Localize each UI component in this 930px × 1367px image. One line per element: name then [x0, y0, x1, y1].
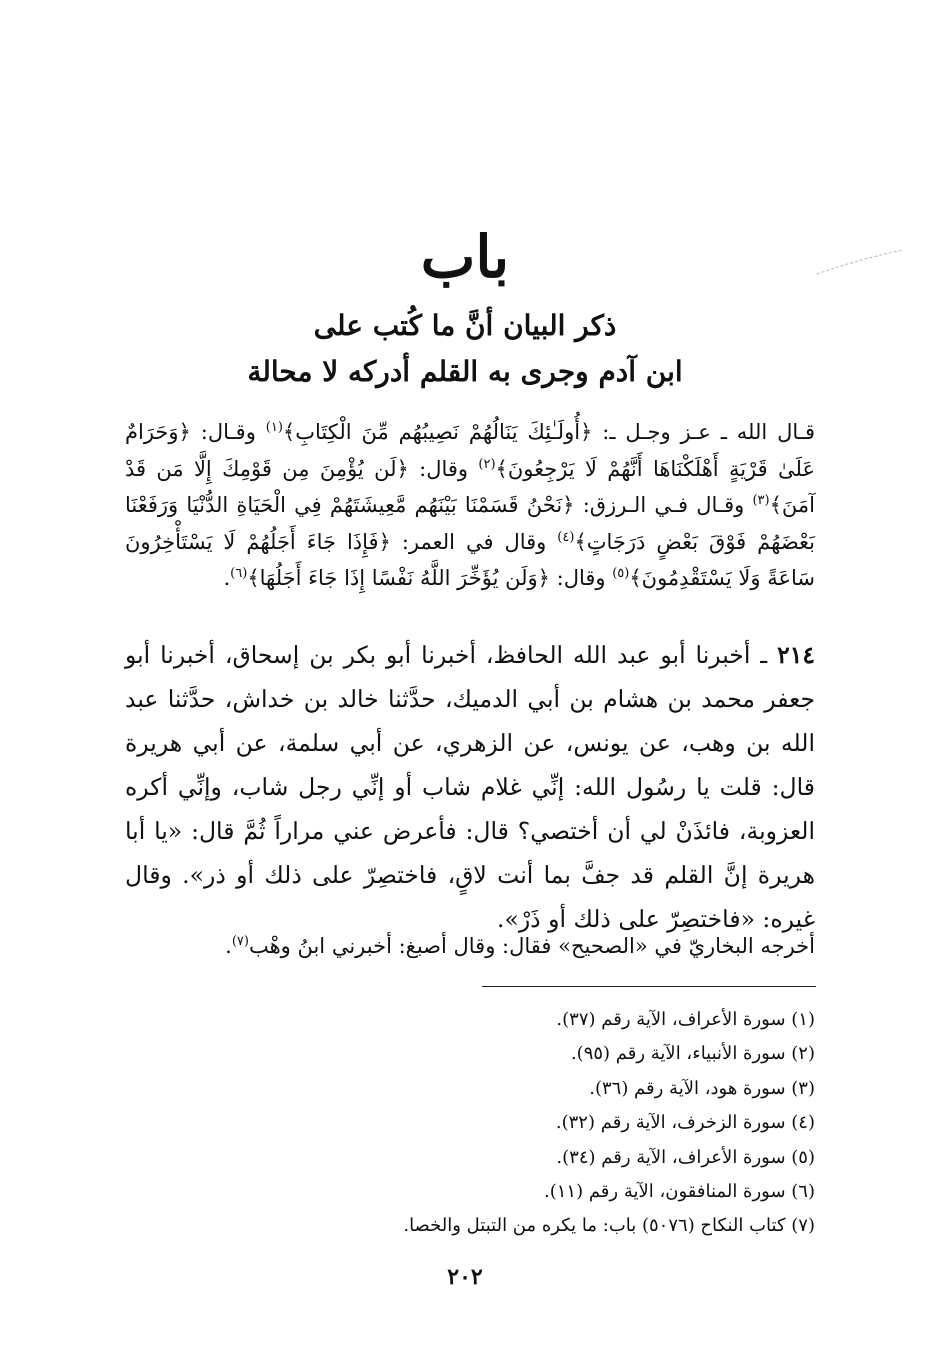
quran-citations-paragraph [125, 414, 815, 597]
chapter-subtitle-line2: ابن آدم وجرى به القلم أدركه لا محالة [247, 355, 683, 388]
quran-verse: ﴿وَلَن يُؤَخِّرَ اللَّهُ نَفْسًا إِذَا جَاءَ أَجَلُهَا﴾ [247, 566, 550, 590]
footnote-ref: (٢) [478, 456, 496, 472]
footnote-6: (٦) سورة المنافقون، الآية رقم (١١). [543, 1181, 815, 1203]
footnote-ref: (٤) [557, 529, 575, 545]
footnote-4: (٤) سورة الزخرف، الآية رقم (٣٢). [555, 1112, 815, 1134]
footnote-ref: (٣) [752, 493, 770, 508]
end-punct: . [223, 566, 231, 590]
intro-text: قـال الله ـ عـز وجـل ـ: [592, 420, 815, 444]
quran-verse: ﴿وَحَرَامٌ عَلَىٰ قَرْيَةٍ أَهْلَكْنَاهَا أَنَّهُمْ لَا يَرْجِعُونَ﴾ [125, 420, 815, 481]
connector-text: وقـال: [190, 420, 266, 444]
footnote-2: (٢) سورة الأنبياء، الآية رقم (٩٥). [570, 1043, 815, 1065]
footnote-ref: (٦) [230, 566, 248, 581]
footnote-ref: (١) [265, 420, 283, 435]
quran-verse: ﴿نَحْنُ قَسَمْنَا بَيْنَهُم مَّعِيشَتَهُمْ فِي الْحَيَاةِ الدُّنْيَا وَرَفَعْنَا بَعْضَهُمْ فَوْقَ بَعْضٍ دَرَجَاتٍ﴾ [125, 493, 816, 554]
quran-verse: ﴿لَن يُؤْمِنَ مِن قَوْمِكَ إِلَّا مَن قَدْ آمَنَ﴾ [125, 456, 815, 517]
takhrij-line [125, 926, 815, 966]
connector-text: وقال: [408, 456, 479, 481]
takhrij-text: أخرجه البخاريّ في «الصحيح» فقال: وقال أصبغ: أخبرني ابنُ وهْب [248, 934, 815, 958]
hadith-paragraph [125, 633, 815, 941]
footnotes-list [125, 1003, 815, 1244]
footnote-3: (٣) سورة هود، الآية رقم (٣٦). [589, 1077, 815, 1099]
end-punct: . [225, 934, 232, 958]
quran-verse: ﴿أُولَـٰئِكَ يَنَالُهُمْ نَصِيبُهُم مِّنَ الْكِتَابِ﴾ [282, 420, 593, 444]
quran-verse: ﴿فَإِذَا جَاءَ أَجَلُهُمْ لَا يَسْتَأْخِرُونَ سَاعَةً وَلَا يَسْتَقْدِمُونَ﴾ [125, 529, 815, 590]
footnote-separator [482, 986, 816, 987]
page-number: ٢٠٢ [447, 1264, 483, 1290]
footnote-ref: (٥) [612, 566, 630, 581]
footnote-1: (١) سورة الأعراف، الآية رقم (٣٧). [556, 1009, 815, 1030]
footnote-7: (٧) كتاب النكاح (٥٠٧٦) باب: ما يكره من التبتل والخصا. [403, 1215, 815, 1237]
footnote-5: (٥) سورة الأعراف، الآية رقم (٣٤). [556, 1146, 815, 1168]
connector-text: وقـال فـي الـرزق: [574, 493, 753, 517]
pencil-mark [815, 248, 905, 278]
chapter-subtitle-line1: ذكر البيان أنَّ ما كُتب على [313, 309, 617, 342]
chapter-title: باب [420, 223, 510, 291]
hadith-text: أخبرنا أبو عبد الله الحافظ، أخبرنا أبو بكر بن إسحاق، أخبرنا أبو جعفر محمد بن هشام بن أبي الدميك، حدَّثنا خالد بن خداش، حدَّثنا عبد الله بن وهب، عن يونس، عن الزهري، عن أبي سلمة، عن أبي هريرة قال: قلت يا رسُول الله: إنِّي غلام شاب أو إنِّي رجل شاب، وإنِّي أكره العزوبة، فائذَنْ لي أن أختصي؟ قال: فأعرض عني مراراً ثُمَّ قال: «يا أبا هريرة إنَّ القلم قد جفَّ بما أنت لاقٍ، فاختصِرّ على ذلك أو ذر». وقال غيره: «فاختصِرّ على ذلك أو ذَرْ». [125, 641, 815, 933]
connector-text: وقال: [549, 566, 613, 590]
footnote-ref: (٧) [231, 934, 249, 949]
hadith-dash: ـ [750, 641, 778, 669]
hadith-number: ٢١٤ [777, 641, 815, 669]
connector-text: وقال في العمر: [390, 529, 558, 554]
